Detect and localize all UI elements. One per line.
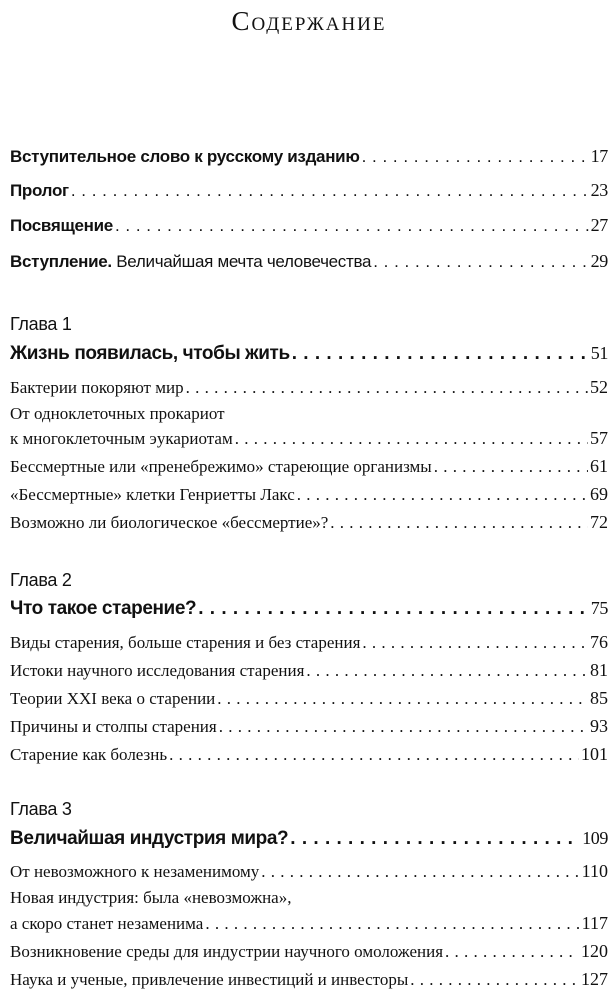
entry-title-line-1: От одноклеточных прокариот <box>10 404 225 423</box>
entry-title-line-1: Новая индустрия: была «невозможна», <box>10 888 292 907</box>
page-number: 61 <box>590 456 608 476</box>
chapter-label: Глава 1 <box>10 314 72 334</box>
toc-entry-chapter-2[interactable] <box>10 598 608 620</box>
entry-title: Старение как болезнь <box>10 745 168 764</box>
page-number: 117 <box>581 913 608 933</box>
leader-dots <box>198 598 589 620</box>
toc-entry-section[interactable] <box>10 969 608 990</box>
page-number: 57 <box>590 428 608 448</box>
page-number: 109 <box>582 828 608 848</box>
toc-entry-section[interactable] <box>10 716 608 737</box>
toc-entry-dedication[interactable] <box>10 215 608 236</box>
toc-entry-section[interactable] <box>10 456 608 477</box>
toc-entry-section[interactable] <box>10 377 608 398</box>
leader-dots <box>219 717 588 737</box>
page-number: 85 <box>590 688 608 708</box>
entry-title: Наука и ученые, привлечение инвестиций и инвесторы <box>10 970 409 989</box>
page-number: 72 <box>590 512 608 532</box>
page-number: 93 <box>590 716 608 736</box>
toc-entry-foreword[interactable] <box>10 146 608 167</box>
toc-entry-chapter-1[interactable] <box>10 343 608 365</box>
toc-entry-section[interactable] <box>10 744 608 765</box>
page-number: 51 <box>590 343 608 363</box>
toc-entry-introduction[interactable] <box>10 251 608 272</box>
page-number: 69 <box>590 484 608 504</box>
leader-dots <box>292 343 589 365</box>
toc-entry-section[interactable] <box>10 941 608 962</box>
leader-dots <box>434 457 588 477</box>
entry-title: Что такое старение? <box>10 598 197 619</box>
toc-entry-section[interactable] <box>10 660 608 681</box>
leader-dots <box>169 745 579 765</box>
entry-subtitle: Величайшая мечта человечества <box>111 252 372 271</box>
toc-entry-prologue[interactable] <box>10 180 608 201</box>
page-number: 27 <box>590 215 608 235</box>
page-number: 81 <box>590 660 608 680</box>
leader-dots <box>362 633 588 653</box>
leader-dots <box>186 378 588 398</box>
toc-entry-section[interactable] <box>10 632 608 653</box>
entry-title: Пролог <box>10 181 69 200</box>
leader-dots <box>330 513 588 533</box>
page-number: 127 <box>581 969 608 989</box>
entry-title: Возможно ли биологическое «бессмертие»? <box>10 513 329 532</box>
entry-title: Посвящение <box>10 216 113 235</box>
chapter-label: Глава 3 <box>10 799 72 819</box>
entry-title: Величайшая индустрия мира? <box>10 828 289 849</box>
page-number: 120 <box>581 941 608 961</box>
leader-dots <box>297 485 588 505</box>
toc-entry-section[interactable] <box>10 428 608 449</box>
toc-entry-section[interactable] <box>10 512 608 533</box>
page-title: Содержание <box>231 6 387 36</box>
entry-title: Истоки научного исследования старения <box>10 661 305 680</box>
page-number: 101 <box>581 744 608 764</box>
page-number: 23 <box>590 180 608 200</box>
toc-entry-section[interactable] <box>10 484 608 505</box>
leader-dots <box>235 429 588 449</box>
toc-entry-section[interactable] <box>10 688 608 709</box>
leader-dots <box>445 942 579 962</box>
entry-title: Причины и столпы старения <box>10 717 217 736</box>
entry-title: а скоро станет незаменима <box>10 914 204 933</box>
entry-title: Вступительное слово к русскому изданию <box>10 147 360 166</box>
leader-dots <box>373 252 588 272</box>
page-number: 29 <box>590 251 608 271</box>
page-number: 17 <box>590 146 608 166</box>
toc-entry-section[interactable] <box>10 861 608 882</box>
entry-title: Вступление. <box>10 252 112 271</box>
leader-dots <box>362 147 589 167</box>
toc-entry-section[interactable] <box>10 913 608 934</box>
leader-dots <box>205 914 579 934</box>
entry-title: Виды старения, больше старения и без старения <box>10 633 361 652</box>
leader-dots <box>290 828 580 850</box>
page-number: 52 <box>590 377 608 397</box>
leader-dots <box>217 689 588 709</box>
entry-title: Возникновение среды для индустрии научного омоложения <box>10 942 444 961</box>
page-number: 75 <box>590 598 608 618</box>
entry-title: От невозможного к незаменимому <box>10 862 260 881</box>
page-number: 76 <box>590 632 608 652</box>
entry-title: Бактерии покоряют мир <box>10 378 184 397</box>
page-number: 110 <box>581 861 608 881</box>
entry-title: Жизнь появилась, чтобы жить <box>10 343 290 364</box>
leader-dots <box>306 661 588 681</box>
leader-dots <box>115 216 589 236</box>
leader-dots <box>261 862 579 882</box>
entry-title: Теории XXI века о старении <box>10 689 216 708</box>
entry-title: Бессмертные или «пренебрежимо» стареющие организмы <box>10 457 432 476</box>
entry-title: «Бессмертные» клетки Генриетты Лакс <box>10 485 295 504</box>
entry-title: к многоклеточным эукариотам <box>10 429 233 448</box>
leader-dots <box>71 181 589 201</box>
toc-entry-chapter-3[interactable] <box>10 828 608 850</box>
leader-dots <box>410 970 579 990</box>
chapter-label: Глава 2 <box>10 570 72 590</box>
